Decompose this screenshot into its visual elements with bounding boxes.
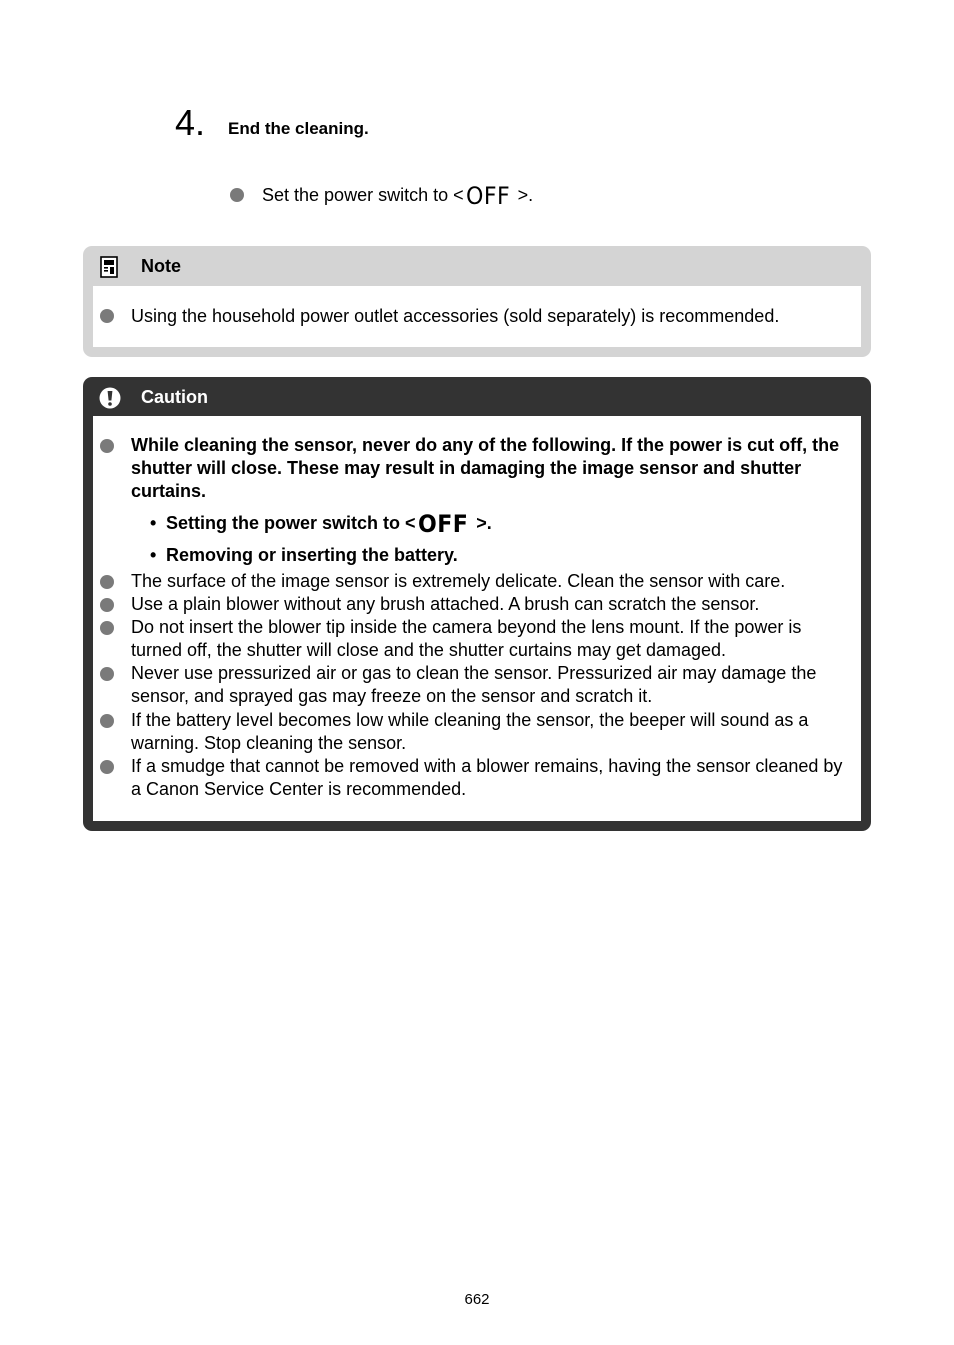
caution-title: Caution — [141, 387, 208, 407]
sub-bullet-mark: • — [150, 545, 157, 565]
bullet-dot-icon — [230, 188, 244, 202]
note-memo-icon — [98, 255, 120, 279]
caution-item-text: Use a plain blower without any brush attached. A brush can scratch the sensor. — [131, 594, 760, 614]
page-number: 662 — [464, 1291, 490, 1308]
caution-sub-item — [150, 543, 750, 567]
note-box — [83, 246, 871, 357]
list-item — [100, 616, 855, 662]
bullet-dot-icon — [100, 598, 114, 612]
caution-sub-item-text: Setting the power switch to <OFF >. — [166, 510, 492, 538]
note-title: Note — [141, 256, 181, 276]
list-item — [100, 593, 855, 616]
step-number: 4. — [175, 102, 206, 143]
step-title: End the cleaning. — [228, 119, 369, 138]
bullet-dot-icon — [100, 714, 114, 728]
step-bullet-item — [230, 182, 730, 208]
caution-box — [83, 377, 871, 831]
sub-bullet-mark: • — [150, 513, 157, 533]
caution-warning-text: While cleaning the sensor, never do any of the following. If the power is cut off, the shutter will close. These may result in damaging the image sensor and shutter curtains. — [131, 435, 840, 501]
list-item — [100, 303, 860, 329]
list-item — [100, 570, 855, 593]
caution-sub-item — [150, 510, 750, 538]
bullet-dot-icon — [100, 621, 114, 635]
caution-item-text: Do not insert the blower tip inside the camera beyond the lens mount. If the power is turned off, the shutter will close and the shutter curtains may get damaged. — [131, 617, 802, 660]
bullet-dot-icon — [100, 575, 114, 589]
caution-sub-item-text: Removing or inserting the battery. — [166, 545, 458, 565]
list-item — [100, 662, 855, 708]
bullet-dot-icon — [100, 667, 114, 681]
step-bullet-text: Set the power switch to <OFF >. — [262, 182, 534, 210]
off-switch-symbol: OFF — [417, 510, 468, 538]
caution-body — [93, 416, 861, 821]
list-item — [100, 755, 855, 801]
list-item — [100, 434, 855, 503]
note-item-text: Using the household power outlet accessories (sold separately) is recommended. — [131, 306, 780, 326]
bullet-dot-icon — [100, 439, 114, 453]
bullet-dot-icon — [100, 309, 114, 323]
caution-exclamation-icon — [98, 386, 122, 410]
list-item — [100, 709, 855, 755]
note-body — [93, 286, 861, 347]
caution-item-text: If a smudge that cannot be removed with a blower remains, having the sensor cleaned by a Canon Service Center is recommended. — [131, 756, 843, 799]
bullet-dot-icon — [100, 760, 114, 774]
note-header — [83, 246, 871, 286]
caution-item-text: Never use pressurized air or gas to clean the sensor. Pressurized air may damage the sensor, and sprayed gas may freeze on the sensor and scratch it. — [131, 663, 817, 706]
caution-item-text: The surface of the image sensor is extremely delicate. Clean the sensor with care. — [131, 571, 786, 591]
caution-item-text: If the battery level becomes low while cleaning the sensor, the beeper will sound as a warning. Stop cleaning the sensor. — [131, 710, 809, 753]
off-switch-symbol: OFF — [465, 182, 510, 210]
